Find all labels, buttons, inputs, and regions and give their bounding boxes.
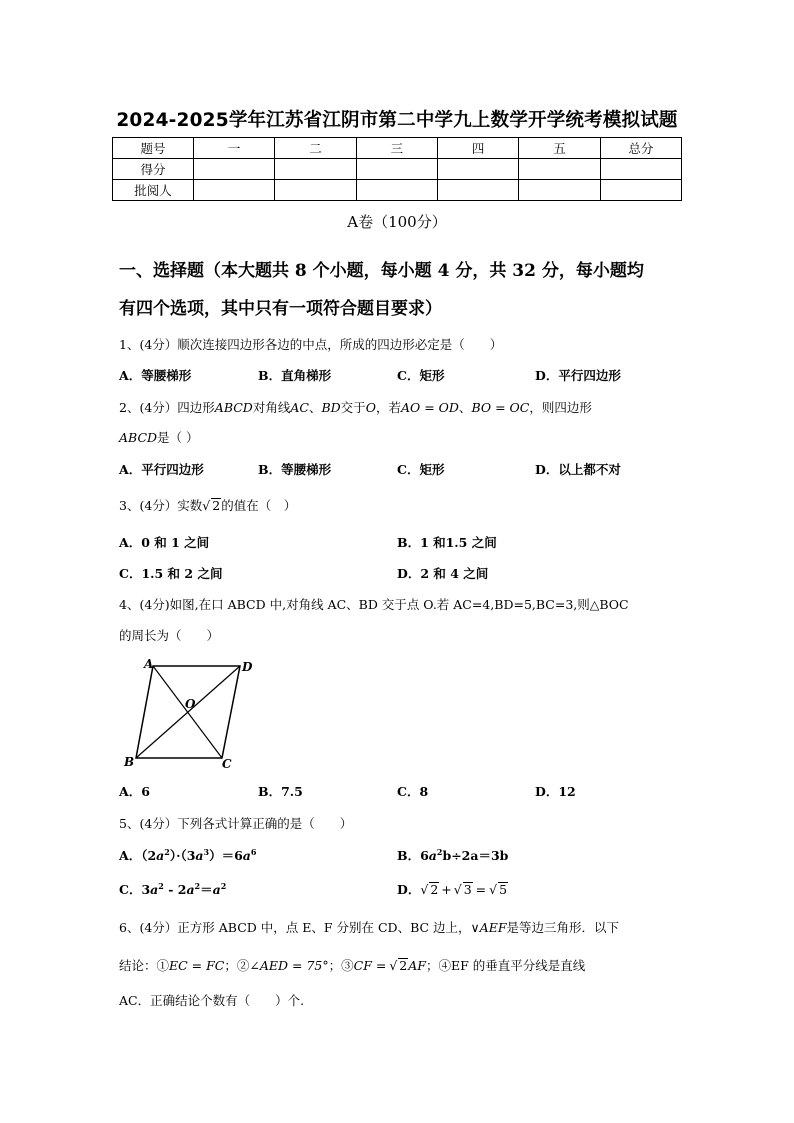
q2-abcd-2: ABCD — [119, 430, 158, 445]
q6-text: ；② — [224, 958, 250, 973]
equals-sign: = — [475, 882, 487, 897]
reviewer-cell — [519, 180, 600, 201]
q6-text: 6、(4分）正方形 ABCD 中，点 E、F 分别在 CD、BC 边上， — [119, 920, 471, 935]
q5-stem: 5、(4分）下列各式计算正确的是（ ） — [119, 816, 353, 831]
reviewer-cell — [600, 180, 681, 201]
q2-eq2: BO = OC — [471, 400, 530, 415]
q1-option-b: B．直角梯形 — [258, 368, 332, 383]
q4-stem-line2: 的周长为（ ） — [119, 628, 220, 643]
q2-o: O — [365, 400, 376, 415]
q2-prefix: 2、(4分）四边形 — [119, 400, 215, 415]
var-a: a — [242, 848, 251, 863]
expr-part: 6 — [420, 848, 429, 863]
q5-option-a — [119, 846, 256, 864]
exponent: 2 — [158, 881, 164, 891]
expr-part: - 2 — [163, 882, 187, 897]
q2-text: 交于 — [340, 400, 366, 415]
q6-expr: CF = — [353, 958, 387, 973]
q6-line2 — [119, 956, 585, 974]
radicand: 2 — [399, 958, 408, 973]
reviewer-cell — [437, 180, 518, 201]
score-cell — [600, 159, 681, 180]
q6-text: 结论：① — [119, 958, 170, 973]
q5-option-b — [397, 846, 508, 864]
q2-eq1: AO = OD — [400, 400, 459, 415]
score-cell — [437, 159, 518, 180]
q6-expr: AF — [408, 958, 426, 973]
q6-line3: AC．正确结论个数有（ ）个. — [119, 993, 305, 1008]
plus-sign: + — [441, 882, 452, 897]
q5-option-d — [397, 880, 508, 898]
header-cell: 题号 — [113, 138, 194, 159]
q2-option-a: A．平行四边形 — [119, 462, 204, 477]
q3-suffix: 的值在（ ） — [221, 498, 297, 513]
label-o: O — [185, 697, 196, 711]
label-d: D — [242, 660, 253, 674]
q2-bd: BD — [321, 400, 341, 415]
sqrt-icon: √ — [489, 882, 498, 897]
radicand: 2 — [430, 882, 439, 897]
q5-option-c — [119, 880, 226, 898]
score-cell — [356, 159, 437, 180]
exam-title: 2024-2025学年江苏省江阴市第二中学九上数学开学统考模拟试题 — [116, 110, 678, 131]
var-a: a — [156, 848, 165, 863]
sqrt-icon: √ — [202, 498, 211, 513]
q3-stem — [119, 496, 296, 514]
q1-option-d: D．平行四边形 — [535, 368, 621, 383]
q4-stem-line1: 4、(4分)如图,在口 ABCD 中,对角线 AC、BD 交于点 O.若 AC=4,BD=5,BC=3,则△BOC — [119, 597, 629, 612]
header-cell: 总分 — [600, 138, 681, 159]
section-heading-line2: 有四个选项，其中只有一项符合题目要求） — [119, 299, 442, 319]
exponent: 3 — [203, 847, 210, 857]
q2-text: ，若 — [375, 400, 401, 415]
score-cell — [194, 159, 275, 180]
q2-text: 对角线 — [252, 400, 291, 415]
q2-text: ，则四边形 — [529, 400, 592, 415]
header-cell: 五 — [519, 138, 600, 159]
q3-option-d: D．2 和 4 之间 — [397, 566, 489, 581]
q2-option-c: C．矩形 — [397, 462, 445, 477]
option-label: D． — [397, 882, 421, 897]
q6-text: ；④EF 的垂直平分线是直线 — [425, 958, 586, 973]
option-label: A． — [119, 848, 142, 863]
q6-text: ；③ — [328, 958, 354, 973]
q6-expr: EC = FC — [169, 958, 225, 973]
header-cell: 三 — [356, 138, 437, 159]
var-a: a — [195, 848, 204, 863]
header-cell: 二 — [275, 138, 356, 159]
q6-triangle: ∨AEF — [470, 920, 507, 935]
q2-stem-line1 — [119, 398, 592, 416]
q2-ac: AC — [290, 400, 309, 415]
q2-abcd: ABCD — [214, 400, 253, 415]
q3-prefix: 3、(4分）实数 — [119, 498, 203, 513]
header-cell: 四 — [437, 138, 518, 159]
volume-label: A卷（100分） — [347, 213, 447, 231]
q2-text: 、 — [308, 400, 322, 415]
q6-text: 是等边三角形．以下 — [506, 920, 620, 935]
var-a: a — [150, 882, 159, 897]
q2-option-d: D．以上都不对 — [535, 462, 621, 477]
option-label: B． — [397, 848, 421, 863]
exponent: 2 — [436, 847, 443, 857]
q3-option-a: A．0 和 1 之间 — [119, 535, 210, 550]
q6-expr: ∠AED = 75° — [249, 958, 329, 973]
reviewer-cell — [275, 180, 356, 201]
q3-option-b: B．1 和1.5 之间 — [397, 535, 497, 550]
expr-part: ＝ — [200, 882, 213, 897]
q2-stem-line2 — [119, 428, 199, 446]
score-table — [112, 137, 682, 201]
expr-part: b÷2a＝3b — [442, 848, 509, 863]
parallelogram-figure — [118, 656, 268, 774]
expr-part: 3 — [141, 882, 151, 897]
q4-option-c: C．8 — [397, 784, 429, 799]
row-label: 批阅人 — [113, 180, 194, 201]
score-table-header-row — [113, 138, 682, 159]
option-label: C． — [119, 882, 142, 897]
q1-stem: 1、(4分）顺次连接四边形各边的中点，所成的四边形必定是（ ） — [119, 337, 503, 352]
var-a: a — [428, 848, 437, 863]
header-cell: 一 — [194, 138, 275, 159]
score-cell — [519, 159, 600, 180]
q4-option-d: D．12 — [535, 784, 576, 799]
expr-part: ）·（3 — [169, 848, 196, 863]
q1-option-c: C．矩形 — [397, 368, 445, 383]
sqrt-icon: √ — [453, 882, 462, 897]
reviewer-row — [113, 180, 682, 201]
q3-radicand: 2 — [212, 498, 221, 513]
q4-option-a: A．6 — [119, 784, 150, 799]
q2-rest: 是（ ） — [157, 430, 199, 445]
exponent: 2 — [220, 881, 227, 891]
label-a: A — [144, 657, 154, 671]
expr-part: （2 — [141, 848, 157, 863]
q6-line1 — [119, 918, 619, 936]
q4-option-b: B．7.5 — [258, 784, 303, 799]
expr-part: ）＝6 — [209, 848, 243, 863]
row-label: 得分 — [113, 159, 194, 180]
var-a: a — [186, 882, 195, 897]
var-a: a — [212, 882, 221, 897]
q2-option-b: B．等腰梯形 — [258, 462, 332, 477]
score-row — [113, 159, 682, 180]
exponent: 6 — [250, 847, 257, 857]
reviewer-cell — [356, 180, 437, 201]
label-b: B — [124, 755, 135, 769]
reviewer-cell — [194, 180, 275, 201]
sqrt-icon: √ — [420, 882, 429, 897]
radicand: 5 — [499, 882, 508, 897]
exponent: 2 — [194, 881, 201, 891]
exponent: 2 — [164, 847, 170, 857]
q1-option-a: A．等腰梯形 — [119, 368, 192, 383]
sqrt-icon: √ — [389, 958, 398, 973]
score-cell — [275, 159, 356, 180]
radicand: 3 — [463, 882, 472, 897]
q2-text: 、 — [458, 400, 472, 415]
label-c: C — [222, 757, 232, 771]
section-heading-line1: 一、选择题（本大题共 8 个小题，每小题 4 分，共 32 分，每小题均 — [119, 261, 644, 281]
q3-option-c: C．1.5 和 2 之间 — [119, 566, 223, 581]
